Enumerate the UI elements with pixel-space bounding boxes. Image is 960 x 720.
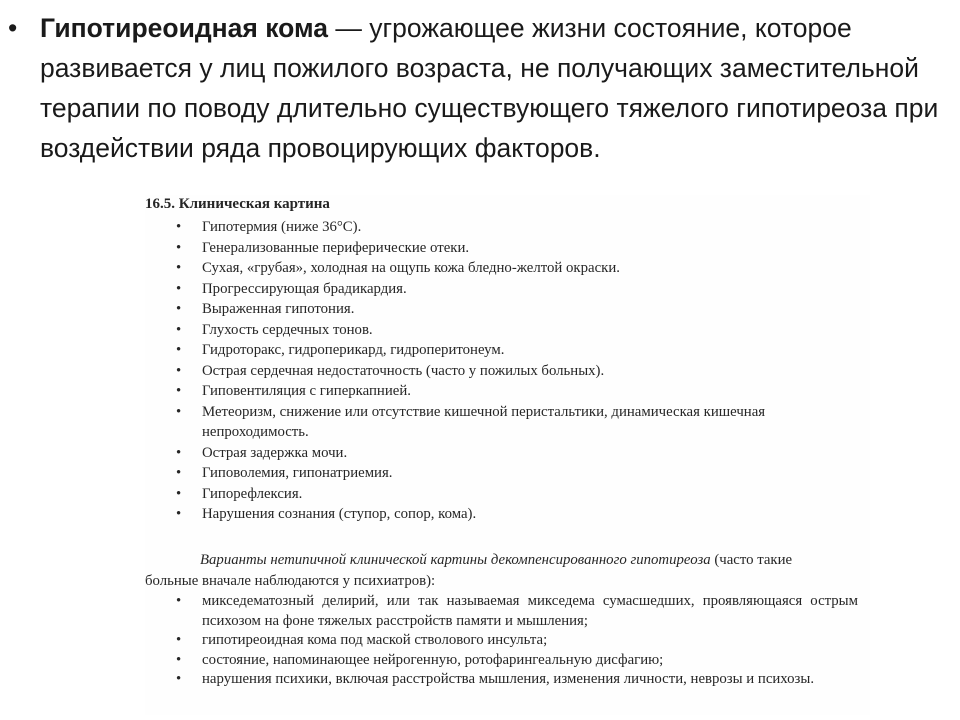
list-item-text: Острая сердечная недостаточность (часто у пожилых больных). <box>202 362 605 379</box>
bullet-dot: • <box>176 651 182 668</box>
list-item <box>145 361 862 382</box>
bullet-dot: • <box>176 485 182 502</box>
list-item-text: Гиповолемия, гипонатриемия. <box>202 465 393 481</box>
atypical-variants-list <box>145 592 870 690</box>
bullet-dot: • <box>176 321 182 338</box>
bullet-dot: • <box>176 362 182 379</box>
list-item <box>145 504 862 525</box>
list-item-text: микседематозный делирий, или так называемая микседема сумасшедших, проявляющаяся острым психозом на фоне тяжелых расстройств памяти и мышления; <box>202 593 858 629</box>
list-item-text: Нарушения сознания (ступор, сопор, кома). <box>202 506 477 522</box>
bullet-dot: • <box>176 671 182 687</box>
list-item <box>145 279 862 300</box>
slide-header <box>8 8 940 168</box>
list-item-text: Генерализованные периферические отеки. <box>202 239 470 256</box>
list-item-text: гипотиреоидная кома под маской стволового инсульта; <box>202 632 548 648</box>
bullet-dot: • <box>176 593 182 609</box>
list-item <box>145 670 858 690</box>
list-item <box>145 484 862 505</box>
bullet-dot: • <box>176 403 182 420</box>
bullet-dot: • <box>176 632 182 648</box>
list-item <box>145 381 862 402</box>
list-item-text: нарушения психики, включая расстройства мышления, изменения личности, неврозы и психозы. <box>202 671 815 687</box>
clinical-signs-list <box>145 217 870 525</box>
list-item <box>145 631 858 651</box>
bullet-dot: • <box>176 260 182 276</box>
list-item <box>145 443 862 464</box>
list-item-text: Глухость сердечных тонов. <box>202 321 373 338</box>
bullet-dot: • <box>176 444 182 461</box>
list-item <box>145 402 862 443</box>
list-item-text: Гиповентиляция с гиперкапнией. <box>202 383 411 399</box>
header-text: — угрожающее жизни состояние, которое развивается у лиц пожилого возраста, не получающих заместительной терапии по поводу длительно существующего тяжелого гипотиреоза при воздействии ряда провоцирующих факторов. <box>40 13 939 163</box>
list-item <box>145 238 862 259</box>
header-bullet: • <box>8 13 18 43</box>
list-item-text: Гипотермия (ниже 36°С). <box>202 219 362 235</box>
variants-intro <box>145 550 813 591</box>
bullet-dot: • <box>176 383 182 399</box>
bullet-dot: • <box>176 342 182 358</box>
list-item-text: Гидроторакс, гидроперикард, гидроперитонеум. <box>202 342 505 358</box>
bullet-dot: • <box>176 465 182 481</box>
list-item-text: Сухая, «грубая», холодная на ощупь кожа бледно-желтой окраски. <box>202 260 620 276</box>
list-item <box>145 258 862 279</box>
variants-intro-rest: (часто такие больные вначале наблюдаются у психиатров): <box>145 552 793 589</box>
list-item <box>145 340 862 361</box>
bullet-dot: • <box>176 219 182 235</box>
list-item <box>145 651 858 671</box>
list-item <box>145 217 862 238</box>
list-item-text: Острая задержка мочи. <box>202 444 348 461</box>
bullet-dot: • <box>176 280 182 297</box>
bullet-dot: • <box>176 239 182 256</box>
list-item <box>145 320 862 341</box>
list-item-text: Выраженная гипотония. <box>202 301 355 317</box>
list-item-text: состояние, напоминающее нейрогенную, ротофарингеальную дисфагию; <box>202 651 664 668</box>
list-item-text: Гипорефлексия. <box>202 485 303 502</box>
header-title: Гипотиреоидная кома <box>40 13 328 43</box>
section-title: 16.5. Клиническая картина <box>145 196 330 212</box>
bullet-dot: • <box>176 506 182 522</box>
list-item-text: Прогрессирующая брадикардия. <box>202 280 407 297</box>
list-item <box>145 463 862 484</box>
scanned-page-image <box>145 195 870 715</box>
list-item <box>145 592 858 631</box>
bullet-dot: • <box>176 301 182 317</box>
list-item-text: Метеоризм, снижение или отсутствие кишечной перистальтики, динамическая кишечная непроходимость. <box>202 403 766 440</box>
variants-intro-italic: Варианты нетипичной клинической картины декомпенсированного гипотиреоза <box>200 552 711 568</box>
list-item <box>145 299 862 320</box>
